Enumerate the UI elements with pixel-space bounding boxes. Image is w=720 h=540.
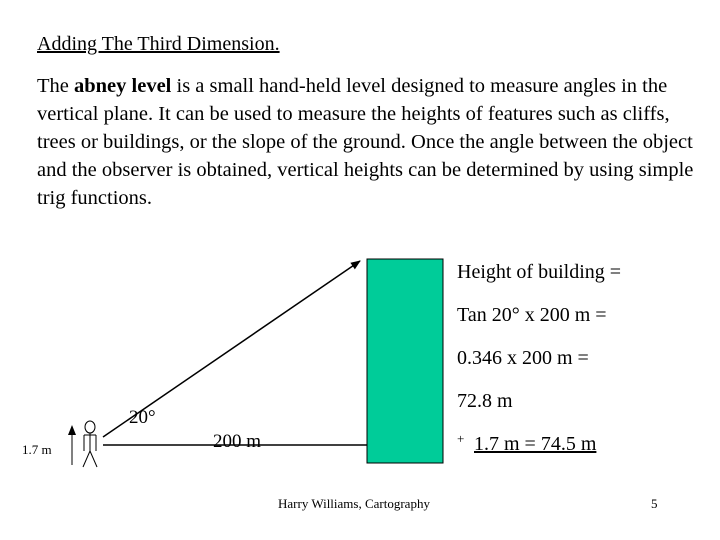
plus-sign: + <box>457 431 465 446</box>
calc-final: 1.7 m = 74.5 m <box>474 433 597 455</box>
angle-label: 20° <box>129 407 156 428</box>
calc-line-2: Tan 20° x 200 m = <box>457 304 607 326</box>
observer-figure <box>83 421 97 467</box>
intro-text-start: The <box>37 75 74 97</box>
page-number: 5 <box>651 496 658 511</box>
footer-credit: Harry Williams, Cartography <box>278 496 430 511</box>
observer-height-label: 1.7 m <box>22 442 52 457</box>
intro-text-rest: is a small hand-held level designed to measure angles in the vertical plane. It can be used to measure the heights of features such as cliffs, trees or buildings, or the slope of the ground. Once the angle between the object and the observer is obtained, vertical heights can be determined by using simple trig functions. <box>37 75 694 209</box>
calc-line-4: 72.8 m <box>457 390 513 412</box>
slide-title: Adding The Third Dimension. <box>37 33 280 55</box>
calc-line-1: Height of building = <box>457 261 622 283</box>
distance-label: 200 m <box>213 431 262 452</box>
building <box>367 259 443 463</box>
intro-bold-term: abney level <box>74 75 172 97</box>
calc-line-3: 0.346 x 200 m = <box>457 347 589 369</box>
